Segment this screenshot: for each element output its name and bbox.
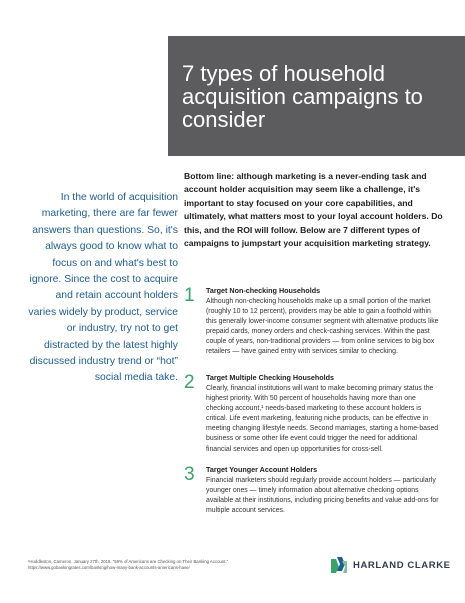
item-title: Target Younger Account Holders <box>206 465 318 474</box>
bottom-line-intro: Bottom line: although marketing is a never-ending task and account holder acquisition may seem like a challenge, it's important to stay focused on your core capabilities, and ultimately, what matters most to your loyal account holders. Do this, and the ROI will follow. Below are 7 different types of campaigns to jumpstart your acquisition marketing strategy. <box>184 171 443 249</box>
item-body: Financial marketers should regularly provide account holders — particularly younger ones — timely information about alternative checking options available at their institutions, including pricing benefits and value add-ons for multiple account services. <box>206 477 439 515</box>
item-body: Clearly, financial institutions will want to make becoming primary status the highest priority. With 50 percent of households having more than one checking account,¹ needs-based marketing to these account holders is critical. Life event marketing, featuring niche products, can be effective in meeting changing lifestyle needs. Second marriages, starting a home-based business or some other life event could trigger the need for additional financial services and open up opportunities for cross-sell. <box>206 385 439 453</box>
footnote-citation: ¹Huddleston, Cameron. January 27th, 2018. “59% of Americans are Checking on Their Banking Account.” <box>28 559 229 564</box>
item-number: 2 <box>184 372 195 393</box>
item-title: Target Non-checking Households <box>206 286 321 295</box>
item-title: Target Multiple Checking Households <box>206 373 335 382</box>
harland-clarke-logo-mark-icon <box>330 555 348 575</box>
sidebar-intro-text: In the world of acquisition marketing, there are far fewer answers than questions. So, it's always good to know what to focus on and what's best to ignore. Since the cost to acquire and retain account holders varies widely by product, service or industry, try not to get distracted by the latest highly discussed industry trend or “hot” social media take. <box>28 192 178 384</box>
footnote <box>28 559 288 572</box>
brand-logo <box>330 554 451 576</box>
title-band <box>168 36 465 156</box>
item-number: 1 <box>184 285 195 306</box>
item-number: 3 <box>184 464 195 485</box>
page-title: 7 types of household acquisition campaigns to consider <box>182 61 423 132</box>
brand-name: HARLAND CLARKE <box>353 559 451 571</box>
footnote-url: https://www.gobankingrates.com/banking/how-many-bank-accounts-americans-have/ <box>28 565 190 571</box>
item-body: Although non-checking households make up a small portion of the market (roughly 10 to 12 percent), providers may be able to gain a foothold within this generally lower-income consumer segment with alternative products like prepaid cards, money orders and check-cashing services. Within the past couple of years, non-traditional providers — from online services to big box retailers — have gained entry with services similar to checking. <box>206 298 439 356</box>
